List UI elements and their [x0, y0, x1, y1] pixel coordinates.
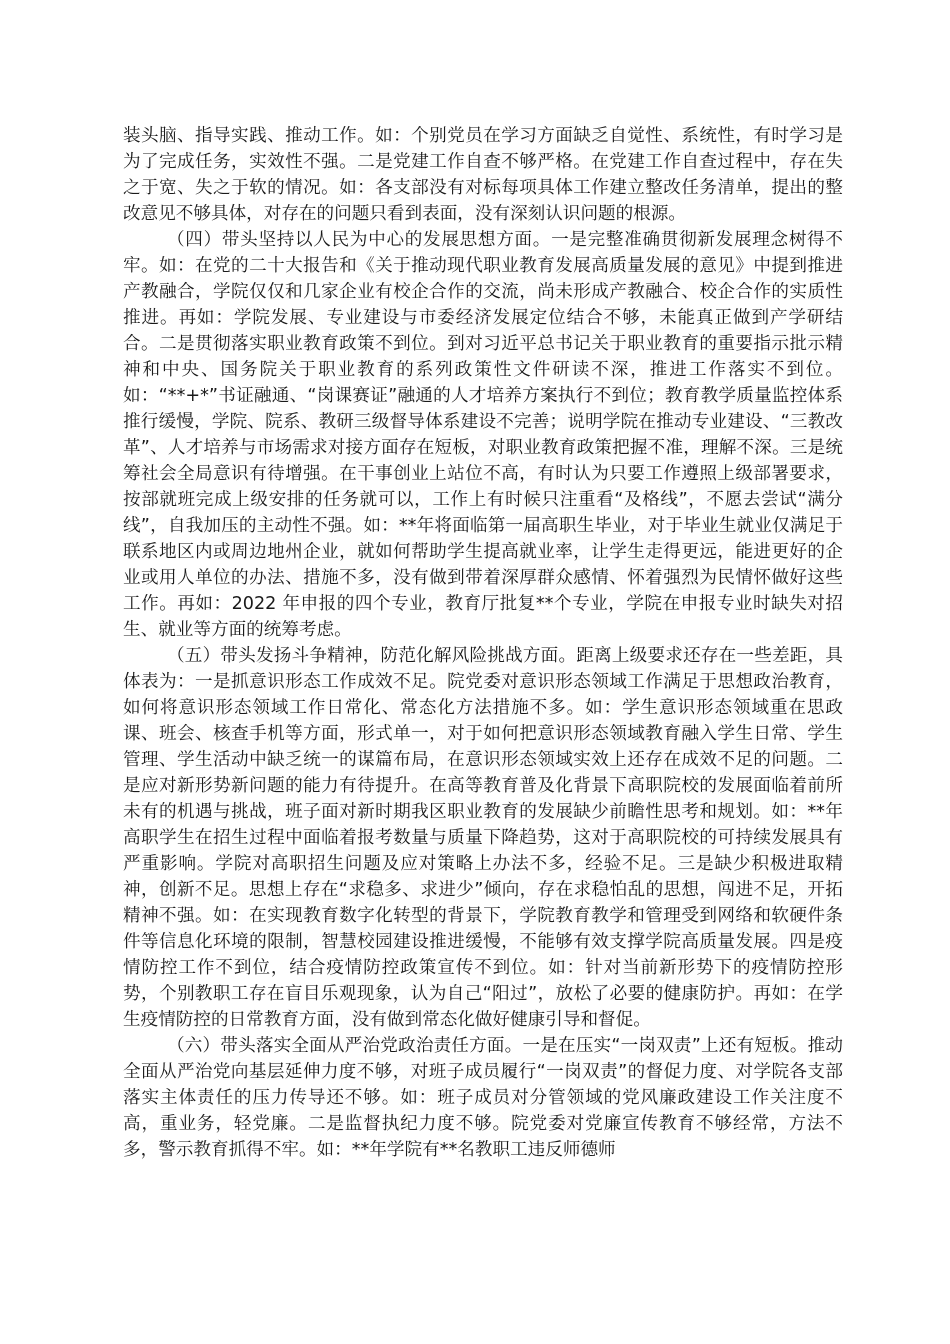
- paragraph-section-6: （六）带头落实全面从严治党政治责任方面。一是在压实“一岗双责”上还有短板。推动全面从严治党向基层延伸力度不够，对班子成员履行“一岗双责”的督促力度、对学院各支部落实主体责任的压力传导还不够。如：班子成员对分管领域的党风廉政建设工作关注度不高，重业务，轻党廉。二是监督执纪力度不够。院党委对党廉宣传教育不够经常，方法不多，警示教育抓得不牢。如：**年学院有**名教职工违反师德师: [123, 1036, 843, 1160]
- paragraph-continuation: 装头脑、指导实践、推动工作。如：个别党员在学习方面缺乏自觉性、系统性，有时学习是为了完成任务，实效性不强。二是党建工作自查不够严格。在党建工作自查过程中，存在失之于宽、失之于软的情况。如：各支部没有对标每项具体工作建立整改任务清单，提出的整改意见不够具体，对存在的问题只看到表面，没有深刻认识问题的根源。: [123, 126, 843, 224]
- paragraph-section-5: （五）带头发扬斗争精神，防范化解风险挑战方面。距离上级要求还存在一些差距，具体表为：一是抓意识形态工作成效不足。院党委对意识形态领域工作满足于思想政治教育，如何将意识形态领域工作日常化、常态化方法措施不多。如：学生意识形态领域重在思政课、班会、核查手机等方面，形式单一，对于如何把意识形态领域教育融入学生日常、学生管理、学生活动中缺乏统一的谋篇布局，在意识形态领域实效上还存在成效不足的问题。二是应对新形势新问题的能力有待提升。在高等教育普及化背景下高职院校的发展面临着前所未有的机遇与挑战，班子面对新时期我区职业教育的发展缺少前瞻性思考和规划。如：**年高职学生在招生过程中面临着报考数量与质量下降趋势，这对于高职院校的可持续发展具有严重影响。学院对高职招生问题及应对策略上办法不多，经验不足。三是缺少积极进取精神，创新不足。思想上存在“求稳多、求进少”倾向，存在求稳怕乱的思想，闯进不足，开拓精神不强。如：在实现教育数字化转型的背景下，学院教育教学和管理受到网络和软硬件条件等信息化环境的限制，智慧校园建设推进缓慢，不能够有效支撑学院高质量发展。四是疫情防控工作不到位，结合疫情防控政策宣传不到位。如：针对当前新形势下的疫情防控形势，个别教职工存在盲目乐观现象，认为自己“阳过”，放松了必要的健康防护。再如：在学生疫情防控的日常教育方面，没有做到常态化做好健康引导和督促。: [123, 646, 843, 1030]
- document-body: [123, 123, 843, 1163]
- paragraph-section-4: （四）带头坚持以人民为中心的发展思想方面。一是完整准确贯彻新发展理念树得不牢。如：在党的二十大报告和《关于推动现代职业教育发展高质量发展的意见》中提到推进产教融合，学院仅仅和几家企业有校企合作的交流，尚未形成产教融合、校企合作的实质性推进。再如：学院发展、专业建设与市委经济发展定位结合不够，未能真正做到产学研结合。二是贯彻落实职业教育政策不到位。到对习近平总书记关于职业教育的重要指示批示精神和中央、国务院关于职业教育的系列政策性文件研读不深，推进工作落实不到位。如：“**+*”书证融通、“岗课赛证”融通的人才培养方案执行不到位；教育教学质量监控体系推行缓慢，学院、院系、教研三级督导体系建设不完善；说明学院在推动专业建设、“三教改革”、人才培养与市场需求对接方面存在短板，对职业教育政策把握不准，理解不深。三是统筹社会全局意识有待增强。在干事创业上站位不高，有时认为只要工作遵照上级部署要求，按部就班完成上级安排的任务就可以，工作上有时候只注重看“及格线”，不愿去尝试“满分线”，自我加压的主动性不强。如：**年将面临第一届高职生毕业，对于毕业生就业仅满足于联系地区内或周边地州企业，就如何帮助学生提高就业率，让学生走得更远，能进更好的企业或用人单位的办法、措施不多，没有做到带着深厚群众感情、怀着强烈为民情怀做好这些工作。再如：2022 年申报的四个专业，教育厅批复**个专业，学院在申报专业时缺失对招生、就业等方面的统筹考虑。: [123, 230, 843, 640]
